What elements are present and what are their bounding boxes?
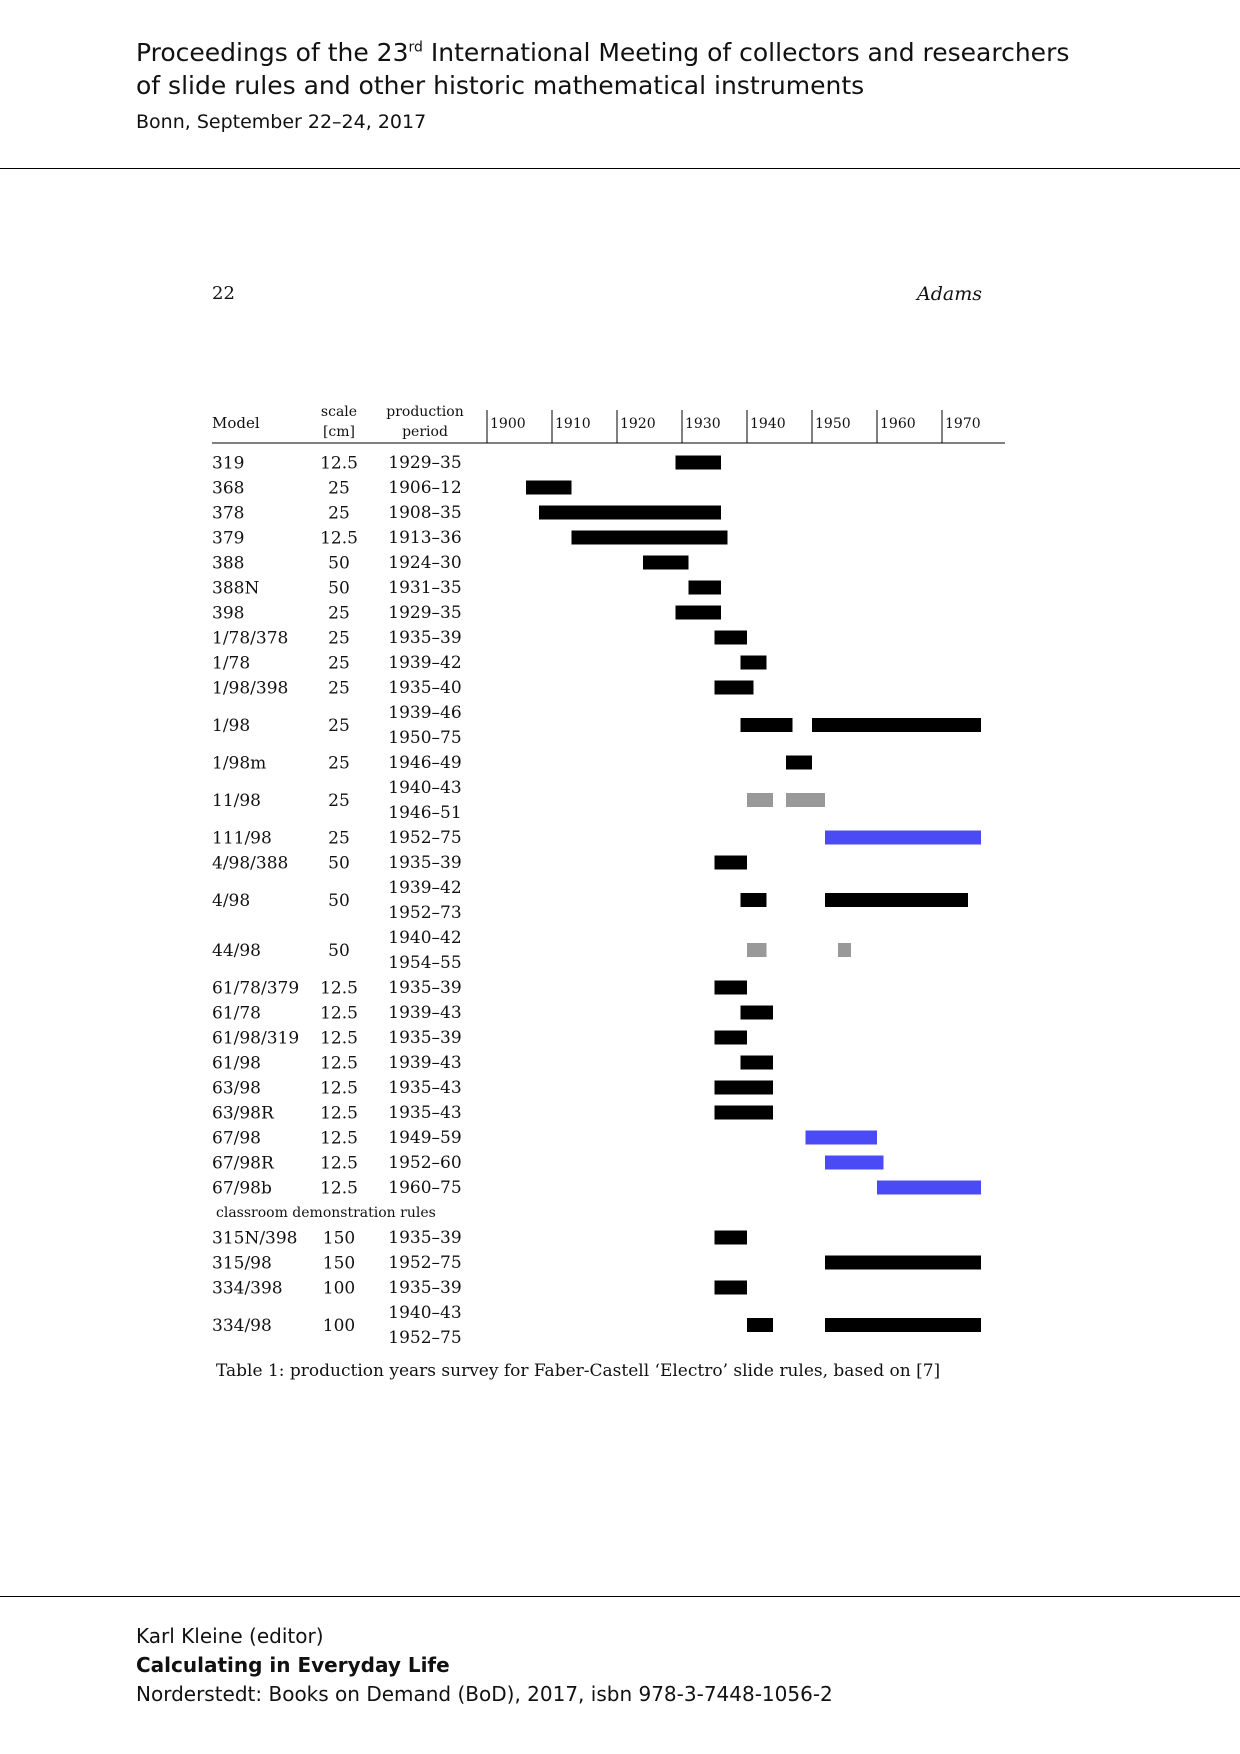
row-scale: 12.5	[320, 1178, 358, 1199]
col-header-period: period	[402, 424, 448, 440]
table-row	[212, 453, 721, 474]
row-period: 1929–35	[388, 603, 462, 623]
year-tick-label: 1900	[490, 416, 526, 432]
row-period: 1935–39	[388, 1278, 462, 1298]
row-period: 1939–42	[388, 878, 462, 898]
production-bar	[526, 481, 572, 495]
production-bar	[715, 631, 748, 645]
col-header-production: production	[386, 404, 464, 420]
row-scale: 100	[322, 1278, 356, 1299]
production-bar	[715, 981, 748, 995]
year-axis	[487, 410, 981, 443]
production-bar	[715, 681, 754, 695]
row-scale: 12.5	[320, 1153, 358, 1174]
row-model: 319	[212, 453, 245, 474]
production-bar	[806, 1131, 878, 1145]
production-bar	[741, 656, 767, 670]
production-bar	[741, 1006, 774, 1020]
row-model: 398	[212, 603, 245, 624]
production-bar	[825, 831, 981, 845]
running-head-author: Adams	[917, 283, 982, 305]
row-scale: 25	[328, 653, 350, 674]
row-period: 1935–39	[388, 853, 462, 873]
header-line-1-start: Proceedings of the 23	[136, 38, 409, 67]
table-row	[212, 503, 721, 524]
production-bar	[715, 1081, 774, 1095]
production-bar	[539, 506, 721, 520]
table-row	[212, 1078, 773, 1099]
row-model: 4/98/388	[212, 853, 289, 874]
row-model: 63/98R	[212, 1103, 274, 1124]
table-row	[212, 828, 981, 849]
header-line-1-end: International Meeting of collectors and researchers	[422, 38, 1070, 67]
row-period: 1954–55	[388, 953, 462, 973]
row-period: 1950–75	[388, 728, 462, 748]
row-model: 61/78	[212, 1003, 261, 1024]
book-footer	[136, 1622, 833, 1709]
row-period: 1906–12	[388, 478, 462, 498]
row-model: 61/98	[212, 1053, 261, 1074]
row-scale: 25	[328, 678, 350, 699]
production-bar	[877, 1181, 981, 1195]
row-model: 334/98	[212, 1316, 272, 1336]
footer-publisher: Norderstedt: Books on Demand (BoD), 2017, isbn 978-3-7448-1056-2	[136, 1682, 833, 1706]
row-scale: 50	[328, 941, 350, 961]
row-scale: 25	[328, 791, 350, 811]
table-row	[212, 528, 728, 549]
row-period: 1939–43	[388, 1003, 462, 1023]
row-scale: 150	[322, 1228, 356, 1249]
production-bar	[825, 1318, 981, 1332]
header-line-2: of slide rules and other historic mathematical instruments	[136, 71, 865, 100]
production-bar	[825, 1256, 981, 1270]
production-bar	[676, 456, 722, 470]
table-row	[212, 553, 689, 574]
table-row	[212, 1303, 981, 1348]
row-model: 388N	[212, 578, 260, 599]
table-row	[212, 653, 767, 674]
row-model: 4/98	[212, 891, 251, 911]
row-period: 1939–42	[388, 653, 462, 673]
production-bar	[689, 581, 722, 595]
row-scale: 12.5	[320, 1053, 358, 1074]
year-tick-label: 1910	[555, 416, 591, 432]
row-period: 1931–35	[388, 578, 462, 598]
ordinal-suffix: rd	[408, 39, 423, 56]
row-period: 1940–43	[388, 778, 462, 798]
row-period: 1935–43	[388, 1103, 462, 1123]
row-model: 61/78/379	[212, 978, 300, 999]
row-model: 1/78	[212, 653, 251, 674]
row-model: 1/78/378	[212, 628, 289, 649]
row-model: 1/98	[212, 716, 251, 736]
production-bar	[825, 893, 968, 907]
row-model: 379	[212, 528, 245, 549]
row-model: 111/98	[212, 828, 272, 849]
production-bar	[812, 718, 981, 732]
row-scale: 100	[322, 1316, 356, 1336]
footer-editor: Karl Kleine (editor)	[136, 1624, 324, 1648]
year-tick-label: 1930	[685, 416, 721, 432]
production-bar	[786, 756, 812, 770]
row-period: 1939–46	[388, 703, 462, 723]
table-row	[212, 853, 747, 874]
row-period: 1940–43	[388, 1303, 462, 1323]
row-period: 1939–43	[388, 1053, 462, 1073]
row-scale: 12.5	[320, 1103, 358, 1124]
table-row	[212, 1228, 747, 1249]
row-model: 315N/398	[212, 1228, 298, 1249]
row-period: 1952–75	[388, 1253, 462, 1273]
table-row	[212, 703, 981, 748]
row-scale: 12.5	[320, 528, 358, 549]
row-period: 1913–36	[388, 528, 462, 548]
table-row	[212, 978, 747, 999]
row-model: 368	[212, 478, 245, 499]
row-period: 1952–73	[388, 903, 462, 923]
production-bar	[715, 1031, 748, 1045]
table-row	[212, 1103, 773, 1124]
row-period: 1935–39	[388, 978, 462, 998]
row-model: 315/98	[212, 1253, 272, 1274]
table-row	[212, 753, 812, 774]
year-tick-label: 1970	[945, 416, 981, 432]
table-row	[212, 678, 754, 699]
production-bar	[741, 893, 767, 907]
row-period: 1960–75	[388, 1178, 462, 1198]
row-period: 1946–49	[388, 753, 462, 773]
row-period: 1935–39	[388, 1228, 462, 1248]
table-row	[212, 478, 572, 499]
col-header-scale-unit: [cm]	[322, 424, 356, 440]
row-period: 1940–42	[388, 928, 462, 948]
production-bar	[786, 793, 825, 807]
year-tick-label: 1960	[880, 416, 916, 432]
year-tick-label: 1940	[750, 416, 786, 432]
table-row	[212, 578, 721, 599]
production-bar	[747, 943, 767, 957]
col-header-model: Model	[212, 414, 260, 432]
table-row	[212, 1028, 747, 1049]
row-period: 1929–35	[388, 453, 462, 473]
row-scale: 25	[328, 716, 350, 736]
production-bar	[741, 718, 793, 732]
table-row	[212, 1278, 747, 1299]
row-scale: 25	[328, 478, 350, 499]
row-model: 1/98/398	[212, 678, 289, 699]
row-scale: 50	[328, 578, 350, 599]
row-model: 11/98	[212, 791, 261, 811]
production-bar	[715, 1231, 748, 1245]
table-row	[212, 878, 968, 923]
row-period: 1935–43	[388, 1078, 462, 1098]
row-period: 1935–39	[388, 1028, 462, 1048]
production-bar	[676, 606, 722, 620]
row-model: 334/398	[212, 1278, 283, 1299]
row-period: 1935–40	[388, 678, 462, 698]
table-row	[212, 778, 825, 823]
production-bar	[572, 531, 728, 545]
table-caption: Table 1: production years survey for Faber-Castell ‘Electro’ slide rules, based on [7]	[216, 1361, 941, 1381]
row-period: 1935–39	[388, 628, 462, 648]
production-bar	[715, 856, 748, 870]
row-scale: 12.5	[320, 1003, 358, 1024]
row-period: 1952–60	[388, 1153, 462, 1173]
row-scale: 12.5	[320, 1078, 358, 1099]
production-bar	[643, 556, 689, 570]
row-model: 67/98	[212, 1128, 261, 1149]
production-bar	[741, 1056, 774, 1070]
production-bar	[747, 793, 773, 807]
production-bar	[715, 1281, 748, 1295]
production-bar	[825, 1156, 884, 1170]
table-row	[212, 1153, 884, 1174]
row-scale: 25	[328, 753, 350, 774]
row-scale: 150	[322, 1253, 356, 1274]
year-tick-label: 1920	[620, 416, 656, 432]
row-period: 1949–59	[388, 1128, 462, 1148]
year-tick-label: 1950	[815, 416, 851, 432]
section-label: classroom demonstration rules	[216, 1205, 436, 1221]
table-row	[212, 928, 851, 973]
row-scale: 50	[328, 853, 350, 874]
page-number: 22	[212, 283, 235, 304]
row-scale: 25	[328, 628, 350, 649]
table-row	[212, 1053, 773, 1074]
table-row	[212, 603, 721, 624]
footer-book-title: Calculating in Everyday Life	[136, 1653, 450, 1677]
row-period: 1924–30	[388, 553, 462, 573]
row-scale: 12.5	[320, 978, 358, 999]
table-row	[212, 1128, 877, 1149]
table-row	[212, 1003, 773, 1024]
row-scale: 12.5	[320, 1128, 358, 1149]
table-row	[212, 628, 747, 649]
row-model: 1/98m	[212, 753, 267, 774]
row-model: 67/98R	[212, 1153, 274, 1174]
row-period: 1946–51	[388, 803, 462, 823]
row-model: 61/98/319	[212, 1028, 300, 1049]
row-period: 1908–35	[388, 503, 462, 523]
table-row	[212, 1178, 981, 1199]
row-model: 388	[212, 553, 245, 574]
production-bar	[838, 943, 851, 957]
row-model: 67/98b	[212, 1178, 272, 1199]
row-period: 1952–75	[388, 1328, 462, 1348]
row-scale: 50	[328, 891, 350, 911]
row-model: 378	[212, 503, 245, 524]
row-model: 44/98	[212, 941, 261, 961]
row-scale: 25	[328, 828, 350, 849]
table-body	[212, 453, 981, 1348]
row-model: 63/98	[212, 1078, 261, 1099]
production-bar	[715, 1106, 774, 1120]
row-scale: 25	[328, 503, 350, 524]
header-location-date: Bonn, September 22–24, 2017	[136, 111, 427, 133]
row-scale: 12.5	[320, 453, 358, 474]
row-scale: 12.5	[320, 1028, 358, 1049]
production-bar	[747, 1318, 773, 1332]
row-period: 1952–75	[388, 828, 462, 848]
row-scale: 25	[328, 603, 350, 624]
table-row	[212, 1253, 981, 1274]
col-header-scale: scale	[320, 404, 358, 420]
row-scale: 50	[328, 553, 350, 574]
footer-divider	[0, 1596, 1240, 1597]
